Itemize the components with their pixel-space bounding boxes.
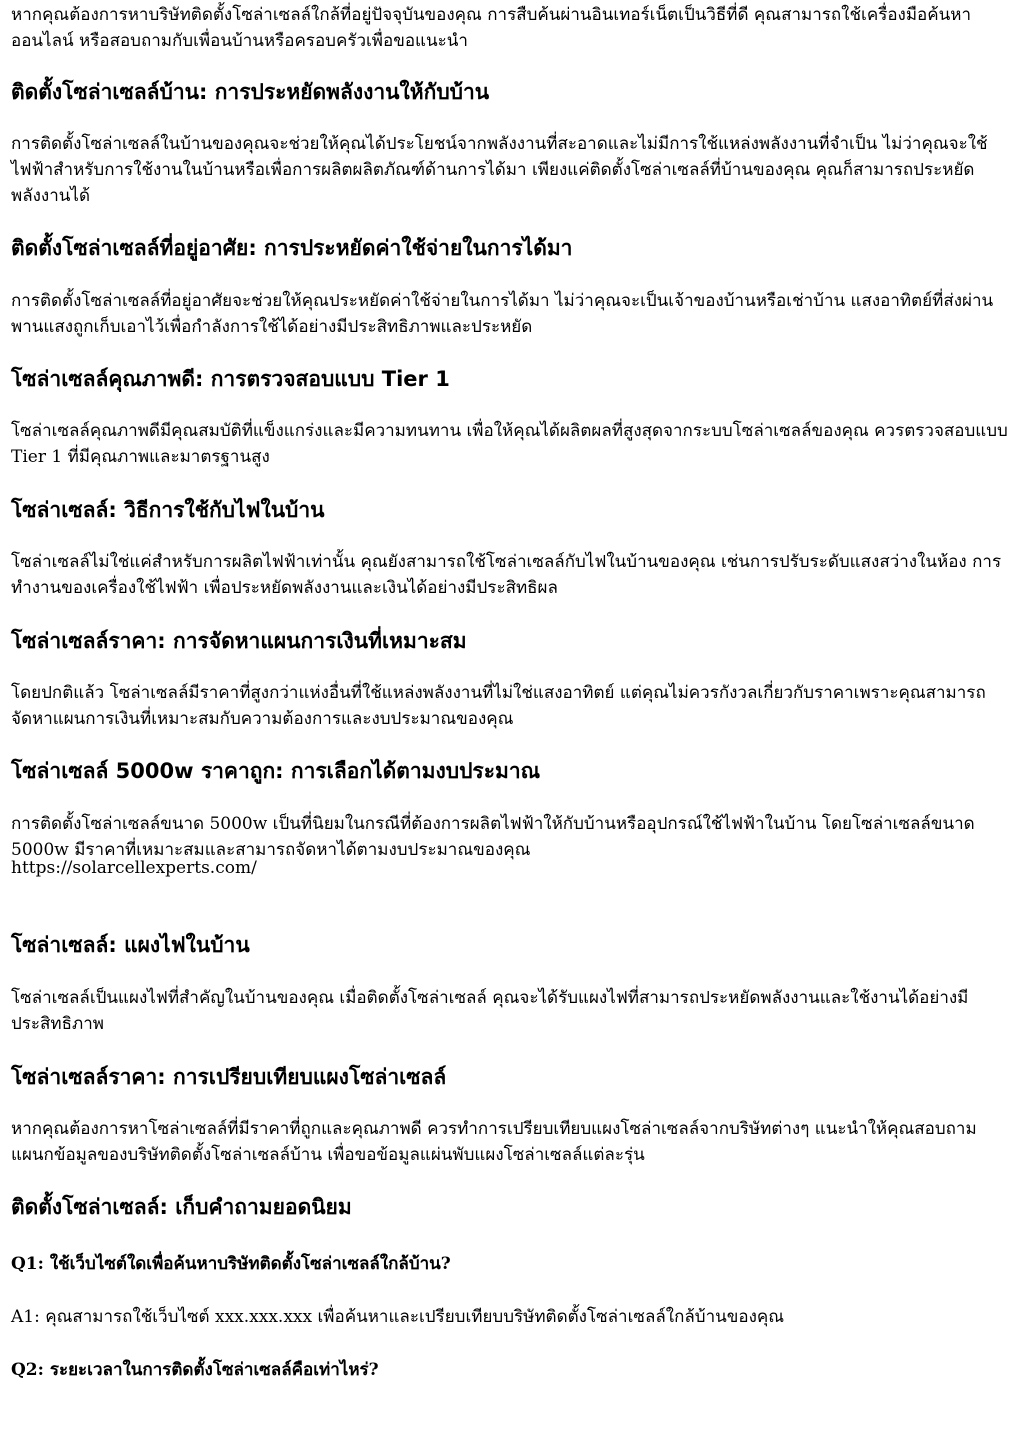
section-body-5000w: การติดตั้งโซล่าเซลล์ขนาด 5000w เป็นที่นิยมในกรณีที่ต้องการผลิตไฟฟ้าให้กับบ้านหรืออุปกรณ์ใช้ไฟฟ้าในบ้าน โดยโซล่าเซลล์ขนาด 5000w มีราคาที่เหมาะสมและสามารถจัดหาได้ตามงบประมาณของคุณ bbox=[11, 814, 975, 860]
section-heading-5000w: โซล่าเซลล์ 5000w ราคาถูก: การเลือกได้ตามงบประมาณ bbox=[11, 759, 541, 783]
section-body-home-install: การติดตั้งโซล่าเซลล์ในบ้านของคุณจะช่วยให้คุณได้ประโยชน์จากพลังงานที่สะอาดและไม่มีการใช้แหล่งพลังงานที่จำเป็น ไม่ว่าคุณจะใช้ไฟฟ้าสำหรับการใช้งานในบ้านหรือเพื่อการผลิตผลิตภัณฑ์ด้านการได้มา เพียงแค่ติดตั้งโซล่าเซลล์ที่บ้านของคุณ คุณก็สามารถประหยัดพลังงานได้ bbox=[11, 134, 988, 206]
section-body-residential: การติดตั้งโซล่าเซลล์ที่อยู่อาศัยจะช่วยให้คุณประหยัดค่าใช้จ่ายในการได้มา ไม่ว่าคุณจะเป็นเจ้าของบ้านหรือเช่าบ้าน แสงอาทิตย์ที่ส่งผ่านพานแสงถูกเก็บเอาไว้เพื่อกำลังการใช้ได้อย่างมีประสิทธิภาพและประหยัด bbox=[11, 291, 994, 337]
section-body-home-panel: โซล่าเซลล์เป็นแผงไฟที่สำคัญในบ้านของคุณ เมื่อติดตั้งโซล่าเซลล์ คุณจะได้รับแผงไฟที่สามารถประหยัดพลังงานและใช้งานได้อย่างมีประสิทธิภาพ bbox=[11, 988, 969, 1034]
faq-question-1: Q1: ใช้เว็บไซต์ใดเพื่อค้นหาบริษัทติดตั้งโซล่าเซลล์ใกล้บ้าน? bbox=[11, 1254, 451, 1274]
section-body-price-compare: หากคุณต้องการหาโซล่าเซลล์ที่มีราคาที่ถูกและคุณภาพดี ควรทำการเปรียบเทียบแผงโซล่าเซลล์จากบริษัทต่างๆ แนะนำให้คุณสอบถามแผนกข้อมูลของบริษัทติดตั้งโซล่าเซลล์บ้าน เพื่อขอข้อมูลแผ่นพับแผงโซล่าเซลล์แต่ละรุ่น bbox=[11, 1119, 977, 1165]
section-heading-home-lighting: โซล่าเซลล์: วิธีการใช้กับไฟในบ้าน bbox=[11, 498, 325, 522]
section-heading-price-financing: โซล่าเซลล์ราคา: การจัดหาแผนการเงินที่เหมาะสม bbox=[11, 629, 467, 653]
website-link[interactable]: https://solarcellexperts.com/ bbox=[11, 858, 257, 878]
section-heading-residential: ติดตั้งโซล่าเซลล์ที่อยู่อาศัย: การประหยัดค่าใช้จ่ายในการได้มา bbox=[11, 236, 573, 260]
section-heading-price-compare: โซล่าเซลล์ราคา: การเปรียบเทียบแผงโซล่าเซลล์ bbox=[11, 1065, 447, 1089]
section-body-home-lighting: โซล่าเซลล์ไม่ใช่แค่สำหรับการผลิตไฟฟ้าเท่านั้น คุณยังสามารถใช้โซล่าเซลล์กับไฟในบ้านของคุณ เช่นการปรับระดับแสงสว่างในห้อง การทำงานของเครื่องใช้ไฟฟ้า เพื่อประหยัดพลังงานและเงินได้อย่างมีประสิทธิผล bbox=[11, 552, 1002, 598]
section-heading-quality-tier1: โซล่าเซลล์คุณภาพดี: การตรวจสอบแบบ Tier 1 bbox=[11, 367, 450, 391]
intro-paragraph: หากคุณต้องการหาบริษัทติดตั้งโซล่าเซลล์ใกล้ที่อยู่ปัจจุบันของคุณ การสืบค้นผ่านอินเทอร์เน็ตเป็นวิธีที่ดี คุณสามารถใช้เครื่องมือค้นหาออนไลน์ หรือสอบถามกับเพื่อนบ้านหรือครอบครัวเพื่อขอแนะนำ bbox=[11, 5, 972, 51]
section-body-price-financing: โดยปกติแล้ว โซล่าเซลล์มีราคาที่สูงกว่าแห่งอื่นที่ใช้แหล่งพลังงานที่ไม่ใช่แสงอาทิตย์ แต่คุณไม่ควรกังวลเกี่ยวกับราคาเพราะคุณสามารถจัดหาแผนการเงินที่เหมาะสมกับความต้องการและงบประมาณของคุณ bbox=[11, 683, 986, 729]
section-heading-home-install: ติดตั้งโซล่าเซลล์บ้าน: การประหยัดพลังงานให้กับบ้าน bbox=[11, 80, 490, 104]
section-heading-home-panel: โซล่าเซลล์: แผงไฟในบ้าน bbox=[11, 933, 250, 957]
section-body-quality-tier1: โซล่าเซลล์คุณภาพดีมีคุณสมบัติที่แข็งแกร่งและมีความทนทาน เพื่อให้คุณได้ผลิตผลที่สูงสุดจากระบบโซล่าเซลล์ของคุณ ควรตรวจสอบแบบ Tier 1 ที่มีคุณภาพและมาตรฐานสูง bbox=[11, 421, 1008, 467]
faq-heading: ติดตั้งโซล่าเซลล์: เก็บคำถามยอดนิยม bbox=[11, 1195, 352, 1219]
faq-answer-1: A1: คุณสามารถใช้เว็บไซต์ xxx.xxx.xxx เพื่อค้นหาและเปรียบเทียบบริษัทติดตั้งโซล่าเซลล์ใกล้บ้านของคุณ bbox=[11, 1307, 785, 1327]
faq-question-2: Q2: ระยะเวลาในการติดตั้งโซล่าเซลล์คือเท่าไหร่? bbox=[11, 1360, 379, 1380]
